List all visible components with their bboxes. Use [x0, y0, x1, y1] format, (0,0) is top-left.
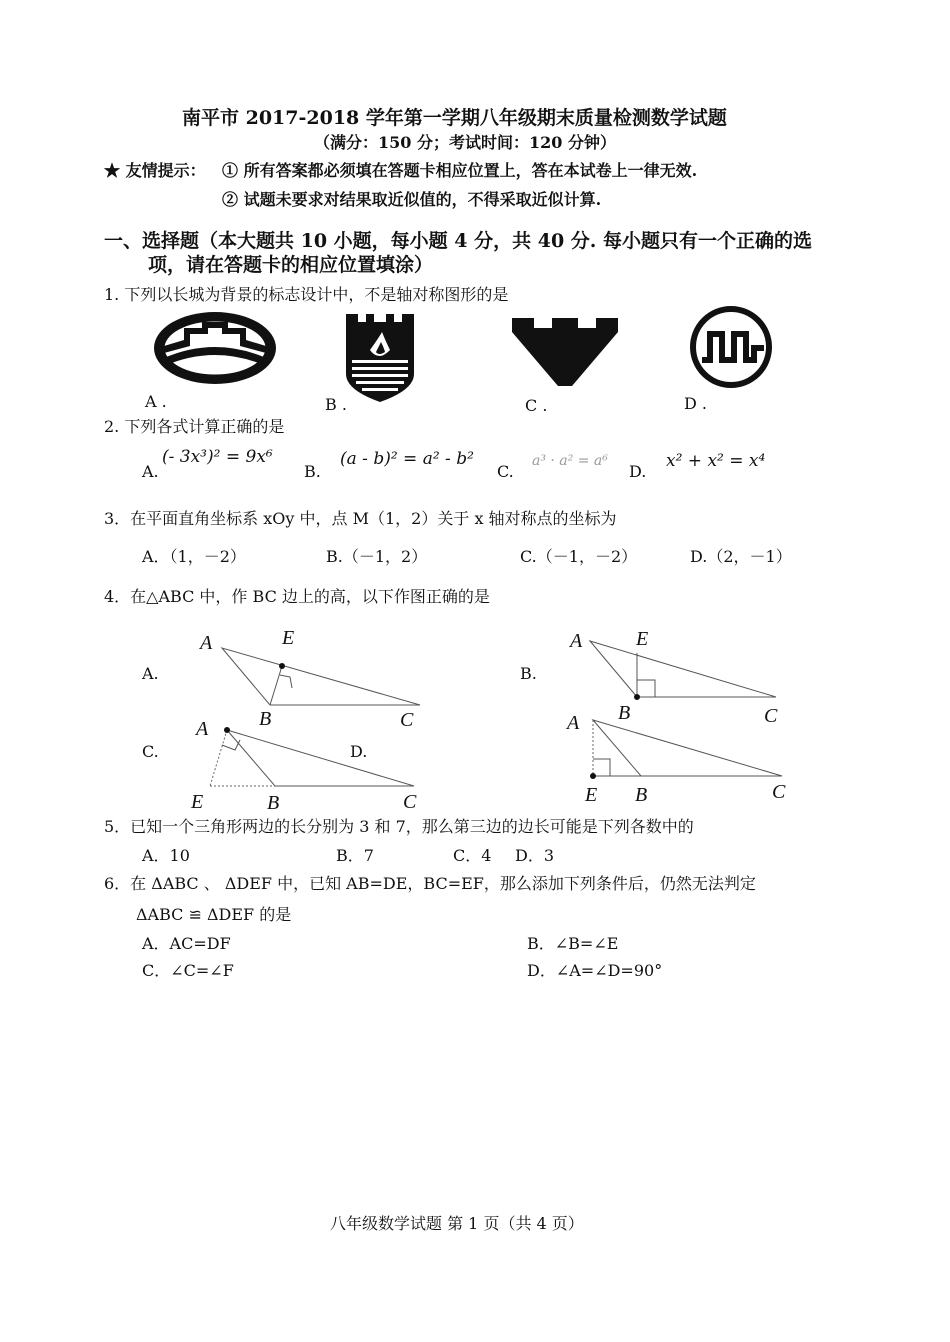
tip-item-1: ① 所有答案都必须填在答题卡相应位置上，答在本试卷上一律无效. — [222, 161, 698, 180]
label-e-fig-d: E — [585, 784, 598, 806]
question-4-stem: 4．在△ABC 中，作 BC 边上的高，以下作图正确的是 — [104, 587, 490, 606]
label-a-fig-c: A — [196, 718, 209, 740]
question-6-stem: 6．在 ΔABC 、 ΔDEF 中，已知 AB=DE，BC=EF，那么添加下列条件后，仍然无法判定 — [104, 874, 756, 893]
q5-option-d[interactable]: D．3 — [515, 846, 555, 865]
label-a-fig-a: A — [200, 632, 213, 654]
q6-option-a[interactable]: A．AC=DF — [142, 934, 231, 953]
q3-option-b[interactable]: B.（－1，2） — [326, 547, 428, 566]
q3-option-c[interactable]: C.（－1，－2） — [520, 547, 638, 566]
q4-option-d[interactable]: D. — [350, 742, 368, 761]
q6-option-c[interactable]: C．∠C=∠F — [142, 961, 234, 980]
q2-expr-a: (- 3x³)² = 9x⁶ — [162, 447, 273, 467]
q6-option-b[interactable]: B．∠B=∠E — [527, 934, 619, 953]
label-c-fig-c: C — [403, 791, 417, 813]
point-e-d — [590, 773, 596, 779]
question-5-stem: 5．已知一个三角形两边的长分别为 3 和 7，那么第三边的边长可能是下列各数中的 — [104, 817, 694, 836]
q5-option-c[interactable]: C．4 — [453, 846, 492, 865]
label-a-fig-b: A — [570, 630, 583, 652]
label-b-fig-b: B — [618, 702, 631, 724]
q2-option-a-label[interactable]: A. — [142, 462, 159, 481]
label-e-fig-b: E — [636, 628, 649, 650]
q4-option-b[interactable]: B. — [520, 664, 537, 683]
label-b-fig-c: B — [267, 792, 280, 814]
q2-expr-c: a³ · a² = a⁶ — [532, 453, 608, 469]
q2-expr-b: (a - b)² = a² - b² — [340, 449, 474, 469]
question-6-stem-cont: ΔABC ≌ ΔDEF 的是 — [136, 905, 292, 924]
label-e-fig-c: E — [191, 791, 204, 813]
page-title: 南平市 2017-2018 学年第一学期八年级期末质量检测数学试题 — [182, 107, 727, 129]
q1-option-d[interactable]: D . — [684, 394, 707, 413]
label-b-fig-d: B — [635, 784, 648, 806]
q1-option-b[interactable]: B . — [325, 395, 347, 414]
tip-item-2: ② 试题未要求对结果取近似值的，不得采取近似计算. — [222, 190, 602, 209]
label-b-fig-a: B — [259, 708, 272, 730]
q6-option-d[interactable]: D．∠A=∠D=90° — [527, 961, 663, 980]
q1-option-a[interactable]: A . — [145, 392, 167, 411]
q4-option-c[interactable]: C. — [142, 742, 159, 761]
label-e-fig-a: E — [282, 627, 295, 649]
question-3-stem: 3．在平面直角坐标系 xOy 中，点 M（1，2）关于 x 轴对称点的坐标为 — [104, 509, 617, 528]
label-a-fig-d: A — [567, 712, 580, 734]
question-1-stem: 1. 下列以长城为背景的标志设计中，不是轴对称图形的是 — [104, 285, 509, 304]
q3-option-d[interactable]: D.（2，－1） — [690, 547, 792, 566]
page-footer: 八年级数学试题 第 1 页（共 4 页） — [330, 1214, 584, 1233]
label-c-fig-b: C — [764, 705, 778, 727]
q2-option-c-label[interactable]: C. — [497, 462, 514, 481]
exam-meta: （满分：150 分；考试时间：120 分钟） — [314, 133, 616, 152]
section-heading-cont: 项，请在答题卡的相应位置填涂） — [148, 254, 434, 276]
q5-option-a[interactable]: A．10 — [142, 846, 190, 865]
label-c-fig-a: C — [400, 709, 414, 731]
q5-option-b[interactable]: B．7 — [336, 846, 374, 865]
section-heading: 一、选择题（本大题共 10 小题，每小题 4 分，共 40 分. 每小题只有一个正确的选 — [104, 230, 813, 252]
q2-option-b-label[interactable]: B. — [304, 462, 321, 481]
label-c-fig-d: C — [772, 781, 786, 803]
triangle-abc-d — [593, 720, 782, 776]
tips-lead: ★ 友情提示： — [104, 161, 206, 180]
q2-option-d-label[interactable]: D. — [629, 462, 647, 481]
q1-option-c[interactable]: C . — [525, 396, 548, 415]
q2-expr-d: x² + x² = x⁴ — [666, 451, 766, 471]
right-angle-mark-d — [593, 759, 610, 776]
question-2-stem: 2. 下列各式计算正确的是 — [104, 417, 285, 436]
q3-option-a[interactable]: A．（1，－2） — [142, 547, 246, 566]
q4-option-a[interactable]: A. — [142, 664, 159, 683]
